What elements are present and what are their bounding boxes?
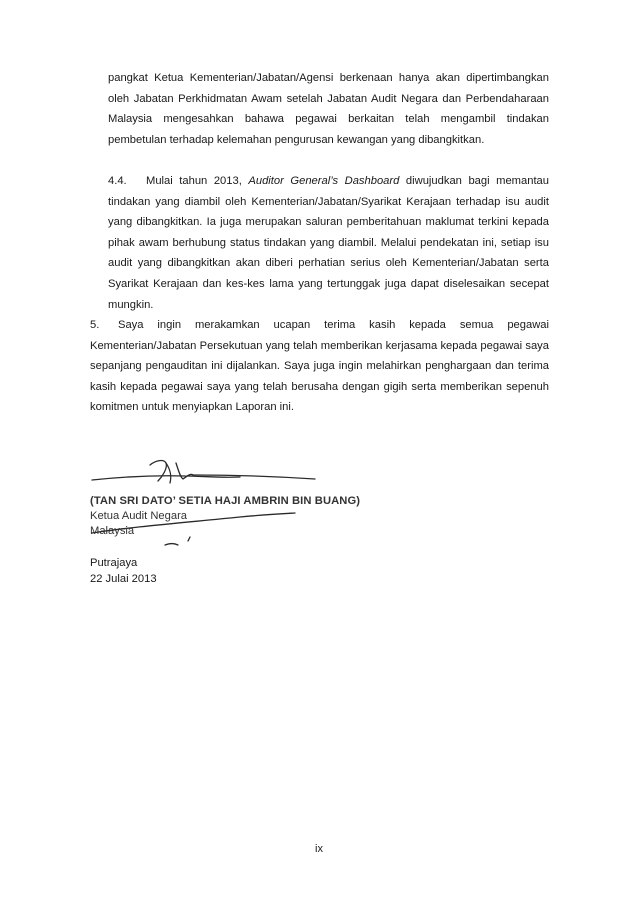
signer-country: Malaysia — [90, 525, 135, 537]
paragraph-text-end: diwujudkan bagi memantau tindakan yang diambil oleh Kementerian/Jabatan/Syarikat Kerajaan terhadap isu audit yang dibangkitkan. Ia juga merupakan saluran pemberitahuan maklumat terkini kepada pihak awam berhubung status tindakan yang diambil. Melalui pendekatan ini, setiap isu audit yang dibangkitkan akan diberi perhatian serius oleh Kementerian/Jabatan serta Syarikat Kerajaan dan kes-kes lama yang tertunggak juga dapat diselesaikan secepat mungkin. — [108, 175, 549, 311]
signer-name: (TAN SRI DATO’ SETIA HAJI AMBRIN BIN BUANG) — [90, 495, 361, 507]
date: 22 Julai 2013 — [90, 573, 157, 585]
paragraph-5 — [90, 315, 549, 418]
signer-title: Ketua Audit Negara — [90, 510, 188, 522]
paragraph-4-4 — [108, 171, 549, 315]
dashboard-name: Auditor General’s Dashboard — [248, 175, 400, 187]
paragraph-number: 4.4. — [108, 175, 127, 187]
paragraph-continuation: pangkat Ketua Kementerian/Jabatan/Agensi berkenaan hanya akan dipertimbangkan oleh Jabatan Perkhidmatan Awam setelah Jabatan Audit Negara dan Perbendaharaan Malaysia mengesahkan bahawa pegawai berkaitan telah mengambil tindakan pembetulan terhadap kelemahan pengurusan kewangan yang dibangkitkan. — [108, 72, 549, 146]
place: Putrajaya — [90, 557, 138, 569]
signature-block — [90, 455, 410, 555]
paragraph-text: Saya ingin merakamkan ucapan terima kasih kepada semua pegawai Kementerian/Jabatan Persekutuan yang telah memberikan kerjasama kepada pegawai saya sepanjang pengauditan ini dijalankan. Saya juga ingin melahirkan penghargaan dan terima kasih kepada pegawai saya yang telah berusaha dengan gigih serta memberikan sepenuh komitmen untuk menyiapkan Laporan ini. — [90, 319, 549, 414]
paragraph-number: 5. — [90, 319, 100, 331]
page-number: ix — [315, 843, 323, 855]
paragraph-text-start: Mulai tahun 2013, — [146, 175, 249, 187]
